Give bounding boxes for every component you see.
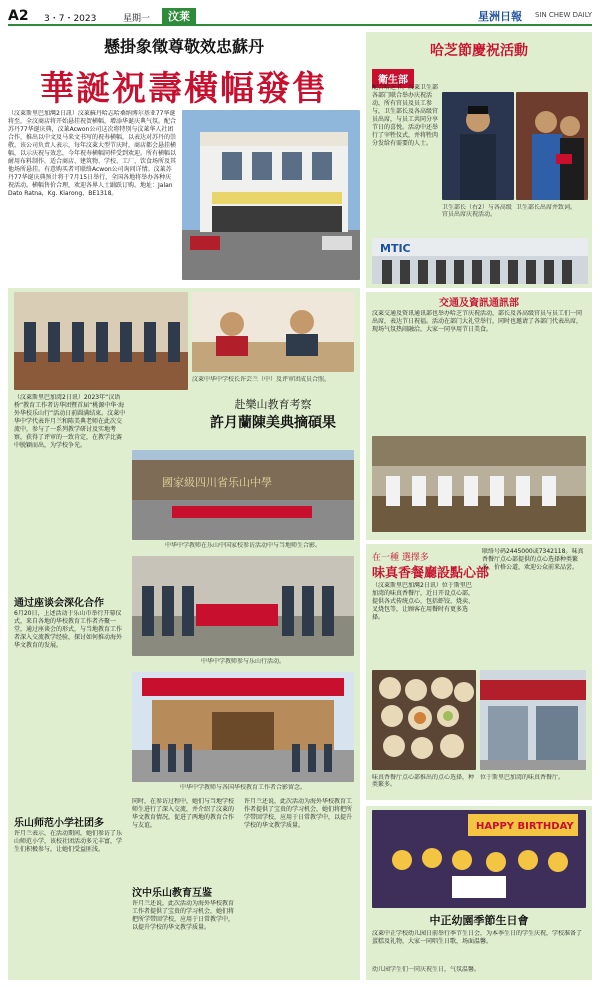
issue-date: 3・7・2023 <box>44 14 97 24</box>
banner-body: （汶萊斯里巴加灣2日訊）汶萊蘇丹哈志哈桑纳博尔基亚77华诞将至，全汶商店将开始悬挂祝贺横幅，增添华诞庆典气氛。配合苏丹77华诞庆典，汶萊Acwon公司这次将特别与汶萊华人社团合作，推出以中文及马来文书写的祝寿横幅，以表达对苏丹的崇敬。该公司负责人表示，每年汶萊大型节庆时，商店都会悬挂横幅，以示庆祝与效忠，今年祝寿横幅同样受到欢迎。所有横幅以耐用布料制作，适合商店、建筑物、学校、工厂、饮食场所及其他场所悬挂。有意购买者可联络Acwon公司询问详情。汶萊苏丹77华诞庆典预计将于7月15日举行，全国各地将举办各种庆祝活动。横幅售价合理，欢迎各界人士踊跃订购。地址：Jalan Dato Ratna，Kg. Kiarong，BE1318。 <box>8 110 176 197</box>
seminar-photo <box>14 292 188 390</box>
judges-photo <box>192 292 354 372</box>
restaurant-body: （汶萊斯里巴加灣2日讯）位于斯里巴加湾的味真香餐厅，近日开设点心部，提供各式传统点心，包括虾饺、烧卖、叉烧包等，让顾客在用餐时有更多选择。 <box>372 582 475 621</box>
subhead-mutual: 汶中乐山教育互鉴 <box>132 888 212 899</box>
article-leshan-panel <box>8 288 360 980</box>
transport-photo <box>372 436 586 532</box>
article-banner <box>8 32 360 280</box>
leshan-body-school: 许月兰表示，在活动期间，她们参访了乐山师范小学，该校社团活动多元丰富，学生们积极参与，让她们受益匪浅。 <box>14 830 123 853</box>
leshan-body-seminar: 6月20日，上述活动于乐山市举行开幕仪式，来自各地的华校教育工作者齐聚一堂，通过座谈会的形式，与当地教育工作者深入交流教学经验，探讨如何推动海外华文教育的发展。 <box>14 610 123 649</box>
newspaper-latin: SIN CHEW DAILY <box>534 11 592 19</box>
kindergarten-caption: 幼儿园学生们一同庆祝生日，气氛温馨。 <box>372 966 481 973</box>
photo-caption-3: 中华中学教师与各国华校教育工作者合影留念。 <box>179 784 306 791</box>
leshan-kicker: 赴樂山教育考察 <box>234 398 312 411</box>
school-building-photo <box>132 672 354 782</box>
photo-caption-2: 中华中学教师参与乐山行活动。 <box>200 658 285 665</box>
photo-caption-1: 中华中学教师在乐山中国家校参访活动中与当地师生合影。 <box>164 542 321 549</box>
restaurant-body-right: 联络号码2445000或7342118。味真香餐厅点心部提供的点心选择种类繁多，价格公道，欢迎公众前来品尝。 <box>482 548 584 571</box>
subhead-school: 乐山师范小学社团多 <box>14 818 104 829</box>
restaurant-kicker: 在一種 選擇多 <box>372 553 429 563</box>
kindergarten-headline: 中正幼園季節生日會 <box>429 914 529 927</box>
page-number: A2 <box>8 8 29 24</box>
leshan-body-extra: 许月兰还说，此次活动为海外华校教育工作者提供了宝贵的学习机会，她们将把所学带回学校，应用于日常教学中，以提升学校的华文教学质量。 <box>244 798 353 829</box>
banner-kicker: 懸掛象徵尊敬效忠蘇丹 <box>103 37 264 56</box>
acwon-building-photo <box>182 110 360 280</box>
newspaper-logo: 星洲日報 <box>478 10 522 23</box>
banner-headline: 華誕祝壽橫幅發售 <box>40 69 328 109</box>
article-hajj-panel <box>366 32 592 288</box>
page-header <box>8 8 592 26</box>
leshan-headline: 許月蘭陳美典摘碩果 <box>210 415 336 431</box>
judges-caption: 汶萊中华中学校长许芸兰（中）及评审团成员合照。 <box>192 376 331 383</box>
hajj-body: 配合哈芝节，汶萊卫生部各部门联合举办庆祝活动，所有官员及员工参与，卫生部长及各高级官员出席，与员工共同分享节日的喜悦。活动中还举行了宰牲仪式，并将牲肉分发给有需要的人士。 <box>372 84 438 147</box>
kindergarten-body: 汶萊中正学校幼儿园日前举行季节生日会，为本季生日的学生庆祝，学校准备了蛋糕及礼物，大家一同唱生日歌，场面温馨。 <box>372 930 583 945</box>
minister-photo-right <box>516 92 588 200</box>
subhead-seminar: 通过座谈会深化合作 <box>14 598 104 609</box>
restaurant-front-photo <box>480 670 586 770</box>
minister-photo-left <box>442 92 514 200</box>
hajj-headline: 哈芝節慶祝活動 <box>430 43 528 59</box>
svg-text:HAPPY BIRTHDAY: HAPPY BIRTHDAY <box>476 821 574 832</box>
transport-headline: 交通及資訊通訊部 <box>439 298 519 309</box>
hajj-caption-left: 卫生部长（右2）与各高级官员出席庆祝活动。 <box>442 204 512 218</box>
group-banner-photo <box>132 556 354 656</box>
birthday-photo <box>372 810 586 908</box>
leshan-body-exchange: 同时，在参访过程中，她们与当地学校师生进行了深入交流，并介绍了汶萊的华文教育情况，促进了两地的教育合作与友谊。 <box>132 798 235 829</box>
ministry-badge: 衛生部 <box>372 69 414 88</box>
leshan-body-mutual: 许月兰还说，此次活动为海外华校教育工作者提供了宝贵的学习机会，她们将把所学带回学校，应用于日常教学中，以提升学校的华文教学质量。 <box>132 900 235 931</box>
article-restaurant-panel <box>366 544 592 800</box>
svg-text:國家級四川省乐山中學: 國家級四川省乐山中學 <box>162 476 272 489</box>
restaurant-headline: 味真香餐廳設點心部 <box>372 566 490 581</box>
mtic-group-photo <box>372 238 588 284</box>
svg-text:MTIC: MTIC <box>380 242 411 255</box>
hajj-caption-right: 卫生部长出席并致词。 <box>516 204 577 211</box>
dimsum-photo <box>372 670 476 770</box>
weekday: 星期一 <box>123 14 151 24</box>
article-kindergarten-panel <box>366 806 592 980</box>
transport-body: 汶萊交通及资讯通讯部也举办哈芝节庆祝活动，部长及各高级官员与员工们一同出席，表达节日祝福。活动在部门大礼堂举行，同时也邀请了各部门代表出席，现场气氛热闹融洽，大家一同享用节日美食。 <box>372 310 583 333</box>
section-tag: 汶莱 <box>162 8 196 24</box>
school-gate-photo <box>132 450 354 540</box>
leshan-body: （汶萊斯里巴加湾2日讯）2023年“汉语桥”教育工作者访华团暨首届“桃源中华·海外华校乐山行”活动日前圆满结束。汶萊中华中学代表许月兰和陈美典老师在此次交流中，参与了一系列教学研讨及实地考察，获得了评审的一致肯定，在教学比赛中脱颖而出，为学校争光。 <box>14 394 126 449</box>
article-transport-panel <box>366 292 592 540</box>
restaurant-caption-right: 位于斯里巴加湾的味真香餐厅。 <box>480 774 565 781</box>
restaurant-caption-left: 味真香餐厅点心部推出的点心选择，种类繁多。 <box>372 774 475 788</box>
